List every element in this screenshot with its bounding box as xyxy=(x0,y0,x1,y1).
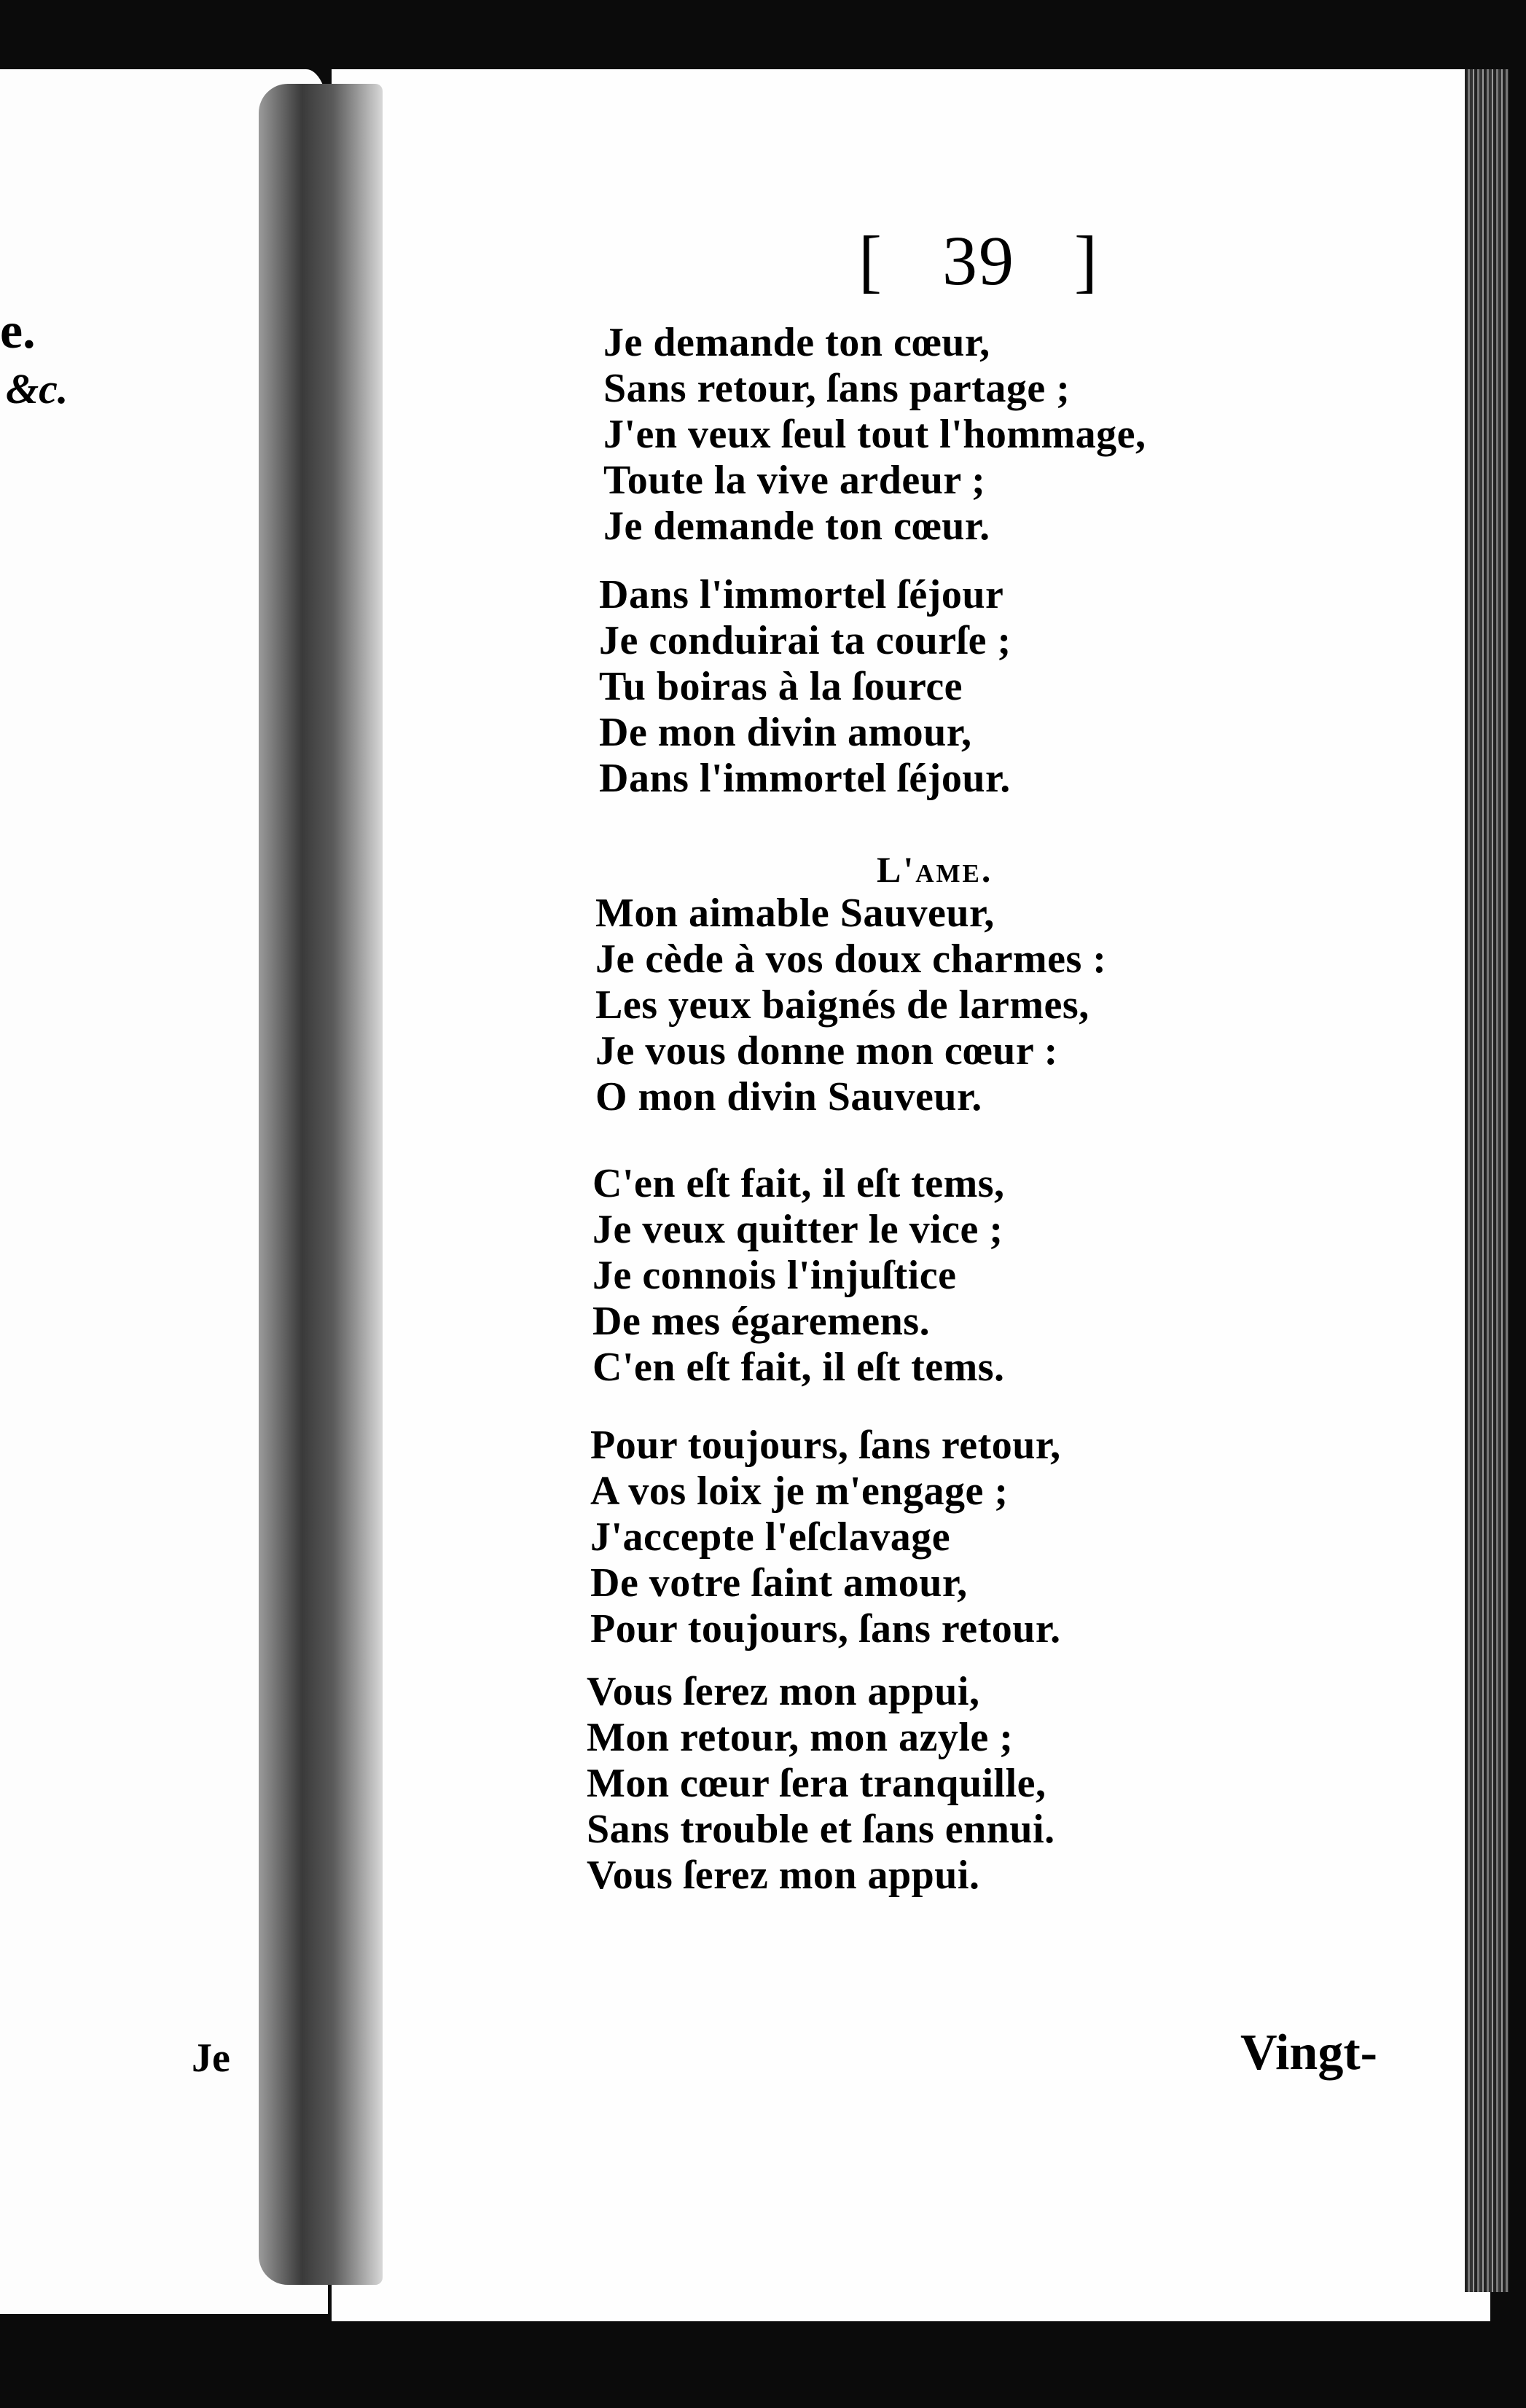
book-gutter-shadow xyxy=(259,84,383,2285)
verse-line: Vous ſerez mon appui. xyxy=(587,1853,980,1898)
left-page-mark-etc: &c. xyxy=(6,365,69,413)
page-number xyxy=(858,219,1099,302)
verse-line: Je veux quitter le vice ; xyxy=(592,1207,1003,1252)
verse-line: Tu boiras à la ſource xyxy=(599,664,963,709)
stanza-3 xyxy=(595,891,1106,1120)
left-page-catchword: Je xyxy=(192,2036,230,2081)
verse-line: Je demande ton cœur. xyxy=(603,504,990,549)
page-number-value: 39 xyxy=(942,222,1015,300)
section-heading: L'ame. xyxy=(877,849,993,890)
verse-line: J'accepte l'eſclavage xyxy=(590,1514,951,1560)
verse-line: Mon cœur ſera tranquille, xyxy=(587,1761,1046,1806)
verse-line: Vous ſerez mon appui, xyxy=(587,1669,980,1714)
catchword: Vingt- xyxy=(1240,2025,1377,2081)
verse-line: De votre ſaint amour, xyxy=(590,1560,968,1606)
verse-line: De mon divin amour, xyxy=(599,710,972,755)
bracket-close: ] xyxy=(1074,222,1099,300)
verse-line: Mon retour, mon azyle ; xyxy=(587,1715,1014,1760)
verse-line: Toute la vive ardeur ; xyxy=(603,458,986,503)
verse-line: O mon divin Sauveur. xyxy=(595,1074,982,1119)
stanza-1 xyxy=(603,320,1146,550)
verse-line: Dans l'immortel ſéjour xyxy=(599,572,1004,617)
verse-line: Je connois l'injuſtice xyxy=(592,1253,957,1298)
verse-line: Sans trouble et ſans ennui. xyxy=(587,1807,1055,1852)
verse-line: Pour toujours, ſans retour. xyxy=(590,1606,1061,1651)
verse-line: Je cède à vos doux charmes : xyxy=(595,937,1107,982)
verse-line: De mes égaremens. xyxy=(592,1299,931,1344)
verse-line: Dans l'immortel ſéjour. xyxy=(599,756,1011,801)
verse-line: A vos loix je m'engage ; xyxy=(590,1469,1009,1514)
binding-mark xyxy=(44,0,95,66)
verse-line: C'en eſt fait, il eſt tems, xyxy=(592,1161,1005,1206)
verse-line: C'en eſt fait, il eſt tems. xyxy=(592,1345,1005,1390)
verse-line: J'en veux ſeul tout l'hommage, xyxy=(603,412,1146,457)
verse-line: Mon aimable Sauveur, xyxy=(595,891,995,936)
stanza-4 xyxy=(592,1161,1005,1391)
verse-line: Sans retour, ſans partage ; xyxy=(603,366,1071,411)
stanza-6 xyxy=(587,1669,1055,1899)
verse-line: Je conduirai ta courſe ; xyxy=(599,618,1012,663)
verse-line: Les yeux baignés de larmes, xyxy=(595,982,1089,1028)
stanza-2 xyxy=(599,572,1012,802)
left-page-mark-e: e. xyxy=(0,303,36,359)
page-edge xyxy=(1465,69,1509,2292)
verse-line: Pour toujours, ſans retour, xyxy=(590,1423,1061,1468)
verse-line: Je vous donne mon cœur : xyxy=(595,1028,1058,1074)
verse-line: Je demande ton cœur, xyxy=(603,320,990,365)
stanza-5 xyxy=(590,1423,1061,1652)
bracket-open: [ xyxy=(858,222,883,300)
